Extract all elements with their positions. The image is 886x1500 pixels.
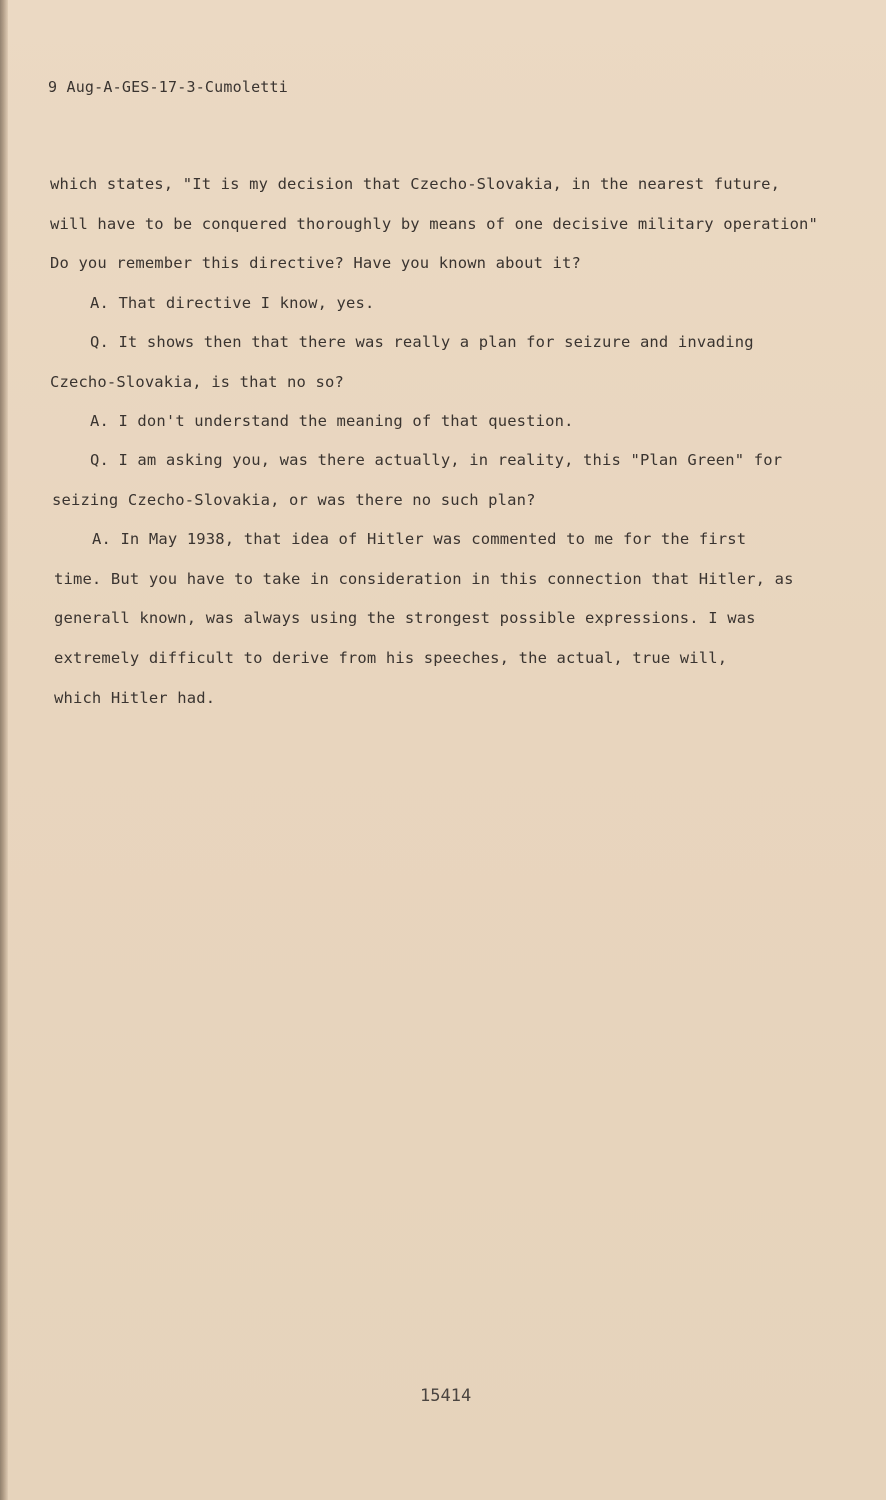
text-line: time. But you have to take in consideration in this connection that Hitler, as (54, 570, 794, 588)
text-line: extremely difficult to derive from his speeches, the actual, true will, (54, 649, 728, 667)
text-line: which states, "It is my decision that Czecho-Slovakia, in the nearest future, (50, 175, 781, 193)
text-line: A. I don't understand the meaning of that question. (90, 412, 574, 430)
text-line: which Hitler had. (54, 689, 216, 707)
page-edge (0, 0, 8, 1500)
text-line: A. That directive I know, yes. (90, 294, 375, 312)
text-line: A. In May 1938, that idea of Hitler was commented to me for the first (92, 530, 747, 548)
text-line: Q. It shows then that there was really a plan for seizure and invading (90, 333, 754, 351)
text-line: will have to be conquered thoroughly by means of one decisive military operation" (50, 215, 819, 233)
page-number: 15414 (420, 1386, 472, 1406)
document-header: 9 Aug-A-GES-17-3-Cumoletti (48, 78, 288, 96)
text-line: seizing Czecho-Slovakia, or was there no such plan? (52, 491, 536, 509)
text-line: Q. I am asking you, was there actually, in reality, this "Plan Green" for (90, 451, 783, 469)
text-line: generall known, was always using the strongest possible expressions. I was (54, 609, 756, 627)
text-line: Do you remember this directive? Have you known about it? (50, 254, 581, 272)
text-line: Czecho-Slovakia, is that no so? (50, 373, 344, 391)
